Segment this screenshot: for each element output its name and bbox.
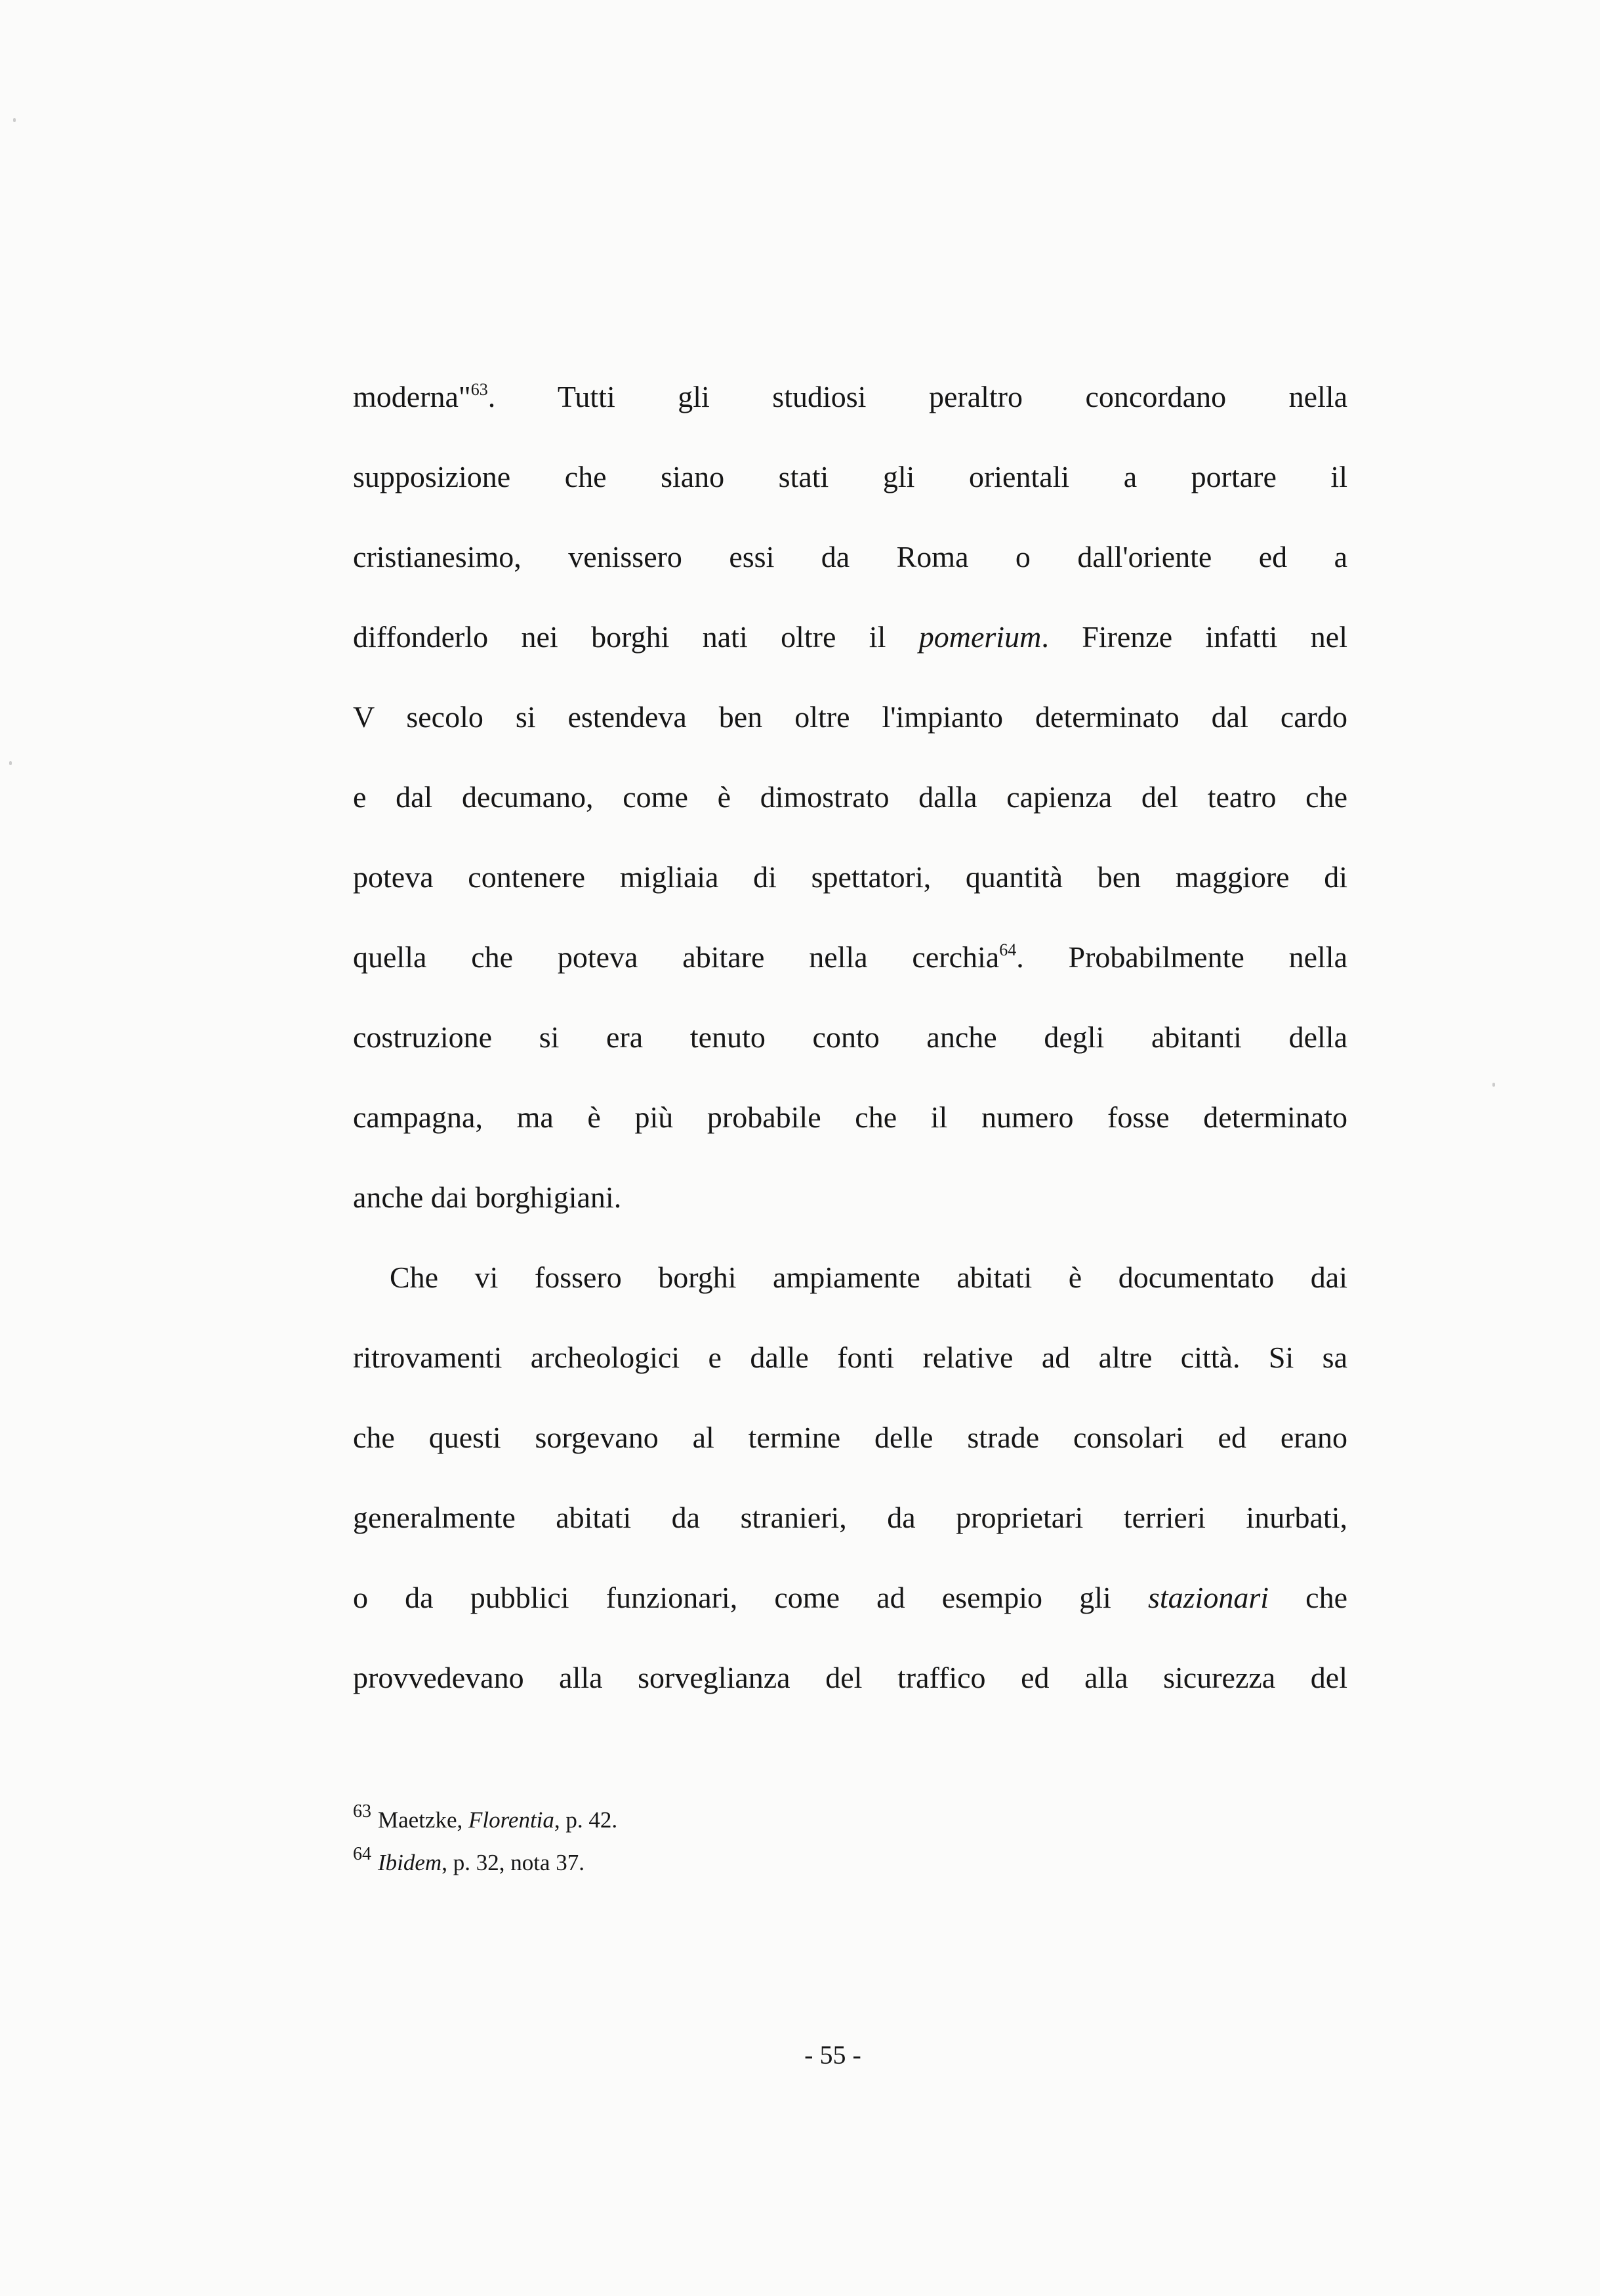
text-run: , p. 32, nota 37. bbox=[441, 1850, 585, 1875]
text-run: V secolo si estendeva ben oltre l'impianto determinato dal cardo bbox=[353, 700, 1347, 734]
footnote bbox=[353, 1795, 617, 1837]
text-line bbox=[353, 1336, 1347, 1416]
text-run: . Firenze infatti nel bbox=[1041, 620, 1347, 654]
italic-text: Ibidem bbox=[378, 1850, 442, 1875]
text-line bbox=[353, 1416, 1347, 1496]
text-run: quella che poteva abitare nella cerchia bbox=[353, 940, 1000, 974]
text-run: che questi sorgevano al termine delle strade consolari ed erano bbox=[353, 1421, 1347, 1454]
text-run: provvedevano alla sorveglianza del traffico ed alla sicurezza del bbox=[353, 1661, 1347, 1694]
text-line bbox=[353, 936, 1347, 1016]
text-run: costruzione si era tenuto conto anche degli abitanti della bbox=[353, 1020, 1347, 1054]
scan-speck bbox=[9, 761, 12, 765]
text-line bbox=[353, 455, 1347, 535]
text-line bbox=[353, 1496, 1347, 1576]
text-run: . Probabilmente nella bbox=[1016, 940, 1347, 974]
scan-speck bbox=[13, 118, 16, 122]
text-run: Maetzke, bbox=[378, 1807, 468, 1833]
italic-text: pomerium bbox=[918, 620, 1042, 654]
page-number: - 55 - bbox=[804, 2040, 861, 2070]
text-line bbox=[353, 1576, 1347, 1656]
italic-text: Florentia bbox=[468, 1807, 554, 1833]
text-run: anche dai borghigiani. bbox=[353, 1180, 622, 1214]
text-run: diffonderlo nei borghi nati oltre il bbox=[353, 620, 919, 654]
text-run: . Tutti gli studiosi peraltro concordano nella bbox=[487, 380, 1347, 413]
text-line bbox=[353, 1016, 1347, 1096]
text-run: moderna" bbox=[353, 380, 471, 413]
footnote-number: 64 bbox=[353, 1844, 371, 1864]
text-run: o da pubblici funzionari, come ad esempio gli bbox=[353, 1581, 1148, 1614]
text-run: supposizione che siano stati gli orientali a portare il bbox=[353, 460, 1347, 493]
text-run: generalmente abitati da stranieri, da proprietari terrieri inurbati, bbox=[353, 1501, 1347, 1534]
scan-speck bbox=[1492, 1083, 1495, 1087]
text-line bbox=[353, 535, 1347, 616]
text-line bbox=[353, 696, 1347, 776]
text-run: campagna, ma è più probabile che il numero fosse determinato bbox=[353, 1100, 1347, 1134]
text-run: Che vi fossero borghi ampiamente abitati è documentato dai bbox=[390, 1261, 1347, 1294]
text-run: che bbox=[1269, 1581, 1348, 1614]
footnote-ref: 63 bbox=[470, 380, 488, 399]
footnote bbox=[353, 1837, 617, 1880]
text-line bbox=[353, 1176, 1347, 1256]
text-line bbox=[353, 856, 1347, 936]
text-line bbox=[353, 776, 1347, 856]
body-text bbox=[353, 375, 1347, 1736]
text-run: e dal decumano, come è dimostrato dalla capienza del teatro che bbox=[353, 780, 1347, 814]
italic-text: stazionari bbox=[1147, 1581, 1269, 1614]
text-run: , p. 42. bbox=[554, 1807, 618, 1833]
text-run: poteva contenere migliaia di spettatori, quantità ben maggiore di bbox=[353, 860, 1347, 894]
text-line bbox=[353, 375, 1347, 455]
footnote-ref: 64 bbox=[999, 940, 1017, 959]
text-run: cristianesimo, venissero essi da Roma o dall'oriente ed a bbox=[353, 540, 1347, 574]
text-line bbox=[353, 1256, 1347, 1336]
text-run: ritrovamenti archeologici e dalle fonti relative ad altre città. Si sa bbox=[353, 1341, 1347, 1374]
footnotes bbox=[353, 1795, 617, 1880]
text-line bbox=[353, 1656, 1347, 1736]
footnote-number: 63 bbox=[353, 1801, 371, 1822]
text-line bbox=[353, 616, 1347, 696]
text-line bbox=[353, 1096, 1347, 1176]
